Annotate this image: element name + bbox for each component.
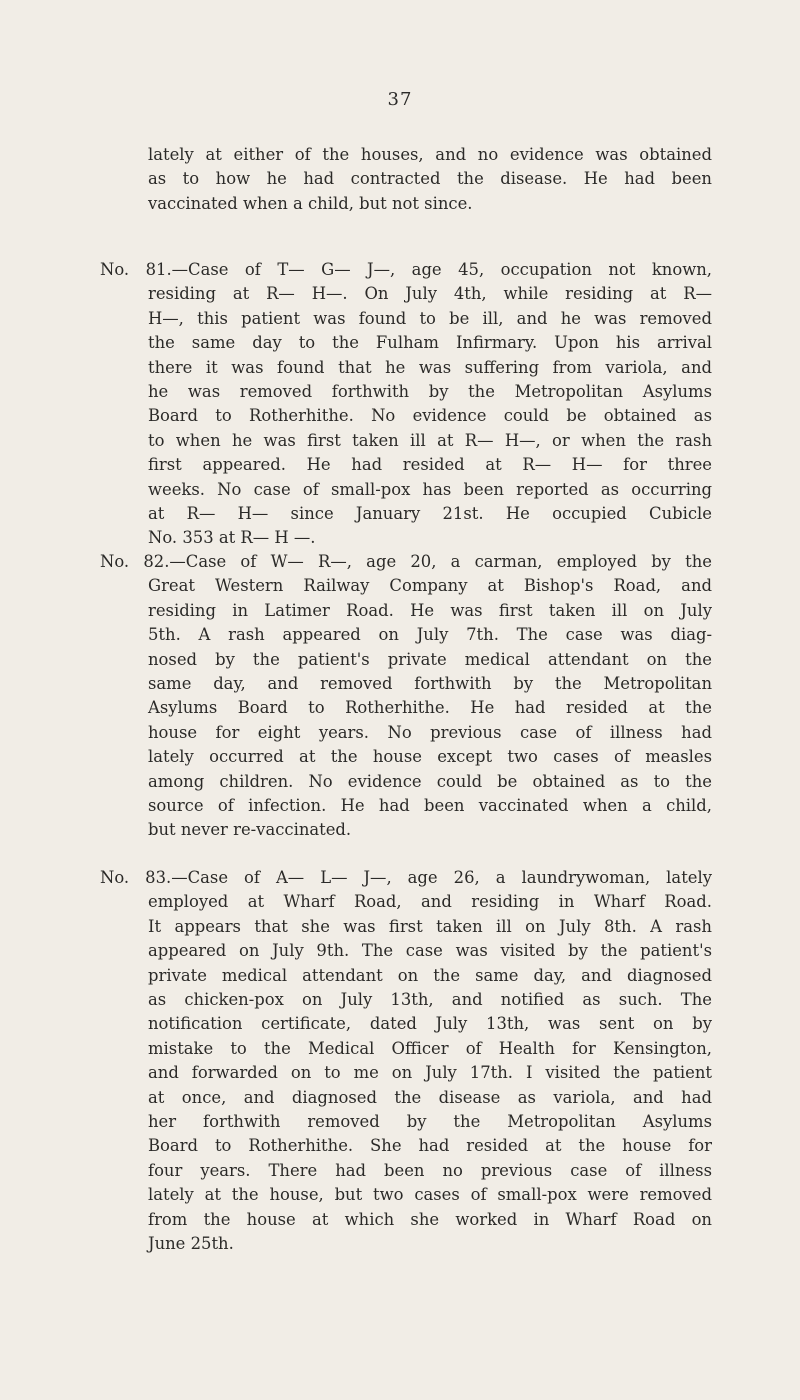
text-line: Board to Rotherhithe. She had resided at the house for (148, 1136, 712, 1156)
text-line: source of infection. He had been vaccinated when a child, (148, 796, 712, 816)
text-line: from the house at which she worked in Wharf Road on (148, 1209, 712, 1229)
text-line: H—, this patient was found to be ill, and he was removed (148, 308, 712, 328)
text-line: No. 82.—Case of W— R—, age 20, a carman, employed by the (100, 552, 712, 571)
text-line: Board to Rotherhithe. No evidence could be obtained as (148, 406, 712, 426)
text-line: but never re-vaccinated. (148, 820, 352, 840)
text-line: house for eight years. No previous case of illness had (148, 722, 712, 742)
case-paragraph-81 (100, 258, 712, 551)
text-line: It appears that she was first taken ill on July 8th. A rash (148, 916, 712, 936)
text-line: appeared on July 9th. The case was visited by the patient's (148, 941, 712, 961)
text-line: her forthwith removed by the Metropolitan Asylums (148, 1112, 712, 1132)
text-line: private medical attendant on the same day, and diagnosed (148, 965, 712, 985)
text-line: lately occurred at the house except two cases of measles (148, 747, 712, 767)
text-line: No. 83.—Case of A— L— J—, age 26, a laundrywoman, lately (100, 868, 712, 887)
case-paragraph-83 (100, 866, 712, 1257)
text-line: No. 81.—Case of T— G— J—, age 45, occupation not known, (100, 260, 712, 279)
text-line: as to how he had contracted the disease. He had been (148, 169, 712, 189)
continuation-paragraph (100, 143, 712, 216)
text-line: mistake to the Medical Officer of Health for Kensington, (148, 1038, 712, 1058)
text-line: Great Western Railway Company at Bishop's Road, and (148, 576, 712, 596)
text-line: among children. No evidence could be obtained as to the (148, 771, 712, 791)
text-line: nosed by the patient's private medical attendant on the (148, 649, 712, 669)
text-line: first appeared. He had resided at R— H— for three (148, 455, 712, 475)
text-line: vaccinated when a child, but not since. (148, 193, 473, 213)
text-line: four years. There had been no previous case of illness (148, 1160, 712, 1180)
text-line: June 25th. (148, 1234, 234, 1254)
text-line: to when he was first taken ill at R— H—, or when the rash (148, 430, 712, 450)
text-line: he was removed forthwith by the Metropolitan Asylums (148, 382, 712, 402)
text-line: notification certificate, dated July 13th, was sent on by (148, 1014, 712, 1034)
case-paragraph-82 (100, 550, 712, 843)
text-line: weeks. No case of small-pox has been reported as occurring (148, 479, 712, 499)
text-line: same day, and removed forthwith by the Metropolitan (148, 674, 712, 694)
text-line: 5th. A rash appeared on July 7th. The case was diag- (148, 625, 712, 645)
text-line: lately at either of the houses, and no evidence was obtained (148, 145, 712, 164)
text-line: at R— H— since January 21st. He occupied Cubicle (148, 504, 712, 524)
text-line: there it was found that he was suffering from variola, and (148, 357, 712, 377)
text-line: the same day to the Fulham Infirmary. Upon his arrival (148, 333, 712, 353)
text-line: lately at the house, but two cases of small-pox were removed (148, 1185, 712, 1205)
text-line: No. 353 at R— H —. (148, 528, 316, 548)
text-line: Asylums Board to Rotherhithe. He had resided at the (148, 698, 712, 718)
text-line: residing in Latimer Road. He was first taken ill on July (148, 600, 712, 620)
text-line: and forwarded on to me on July 17th. I visited the patient (148, 1063, 712, 1083)
text-line: residing at R— H—. On July 4th, while residing at R— (148, 284, 712, 304)
text-line: as chicken-pox on July 13th, and notified as such. The (148, 990, 712, 1010)
text-line: employed at Wharf Road, and residing in Wharf Road. (148, 892, 712, 912)
text-line: at once, and diagnosed the disease as variola, and had (148, 1087, 712, 1107)
page-number: 37 (387, 89, 413, 110)
